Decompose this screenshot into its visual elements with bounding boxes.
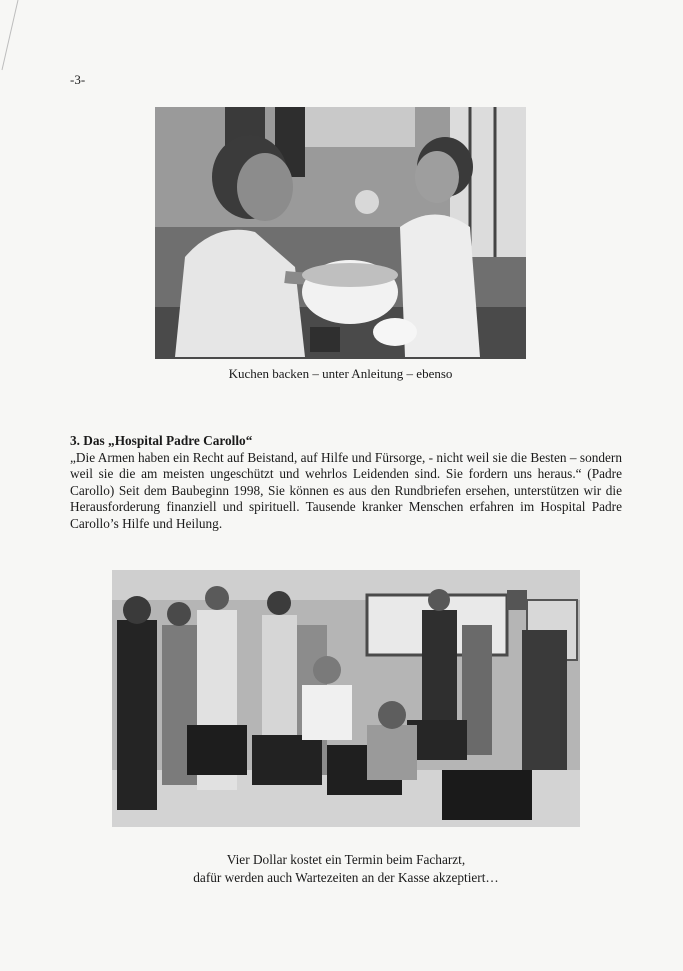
caption-line-1: Vier Dollar kostet ein Termin beim Facharzt,	[226, 852, 466, 867]
baking-photo-caption: Kuchen backen – unter Anleitung – ebenso	[228, 366, 453, 381]
baking-photo	[155, 107, 526, 359]
waiting-room-photo	[112, 570, 580, 827]
section-body: „Die Armen haben ein Recht auf Beistand, auf Hilfe und Fürsorge, - nicht weil sie die Besten – sondern weil sie die am meisten ungeschützt und wehrlos Leidenden sind. Sie fordern uns heraus.“ (Padre Carollo) Seit dem Baubeginn 1998, Sie können es aus den Rundbriefen ersehen, unterstützen wir die Herausforderung finanziell und spirituell. Tausende kranker Menschen erfahren im Hospital Padre Carollo’s Hilfe und Heilung.	[70, 449, 622, 531]
waiting-room-caption	[112, 851, 580, 887]
page-edge-mark	[0, 0, 40, 80]
caption-line-2: dafür werden auch Wartezeiten an der Kasse akzeptiert…	[193, 870, 499, 885]
section-heading: 3. Das „Hospital Padre Carollo“	[70, 433, 253, 448]
hospital-section	[70, 433, 622, 532]
page-number: -3-	[70, 72, 86, 87]
